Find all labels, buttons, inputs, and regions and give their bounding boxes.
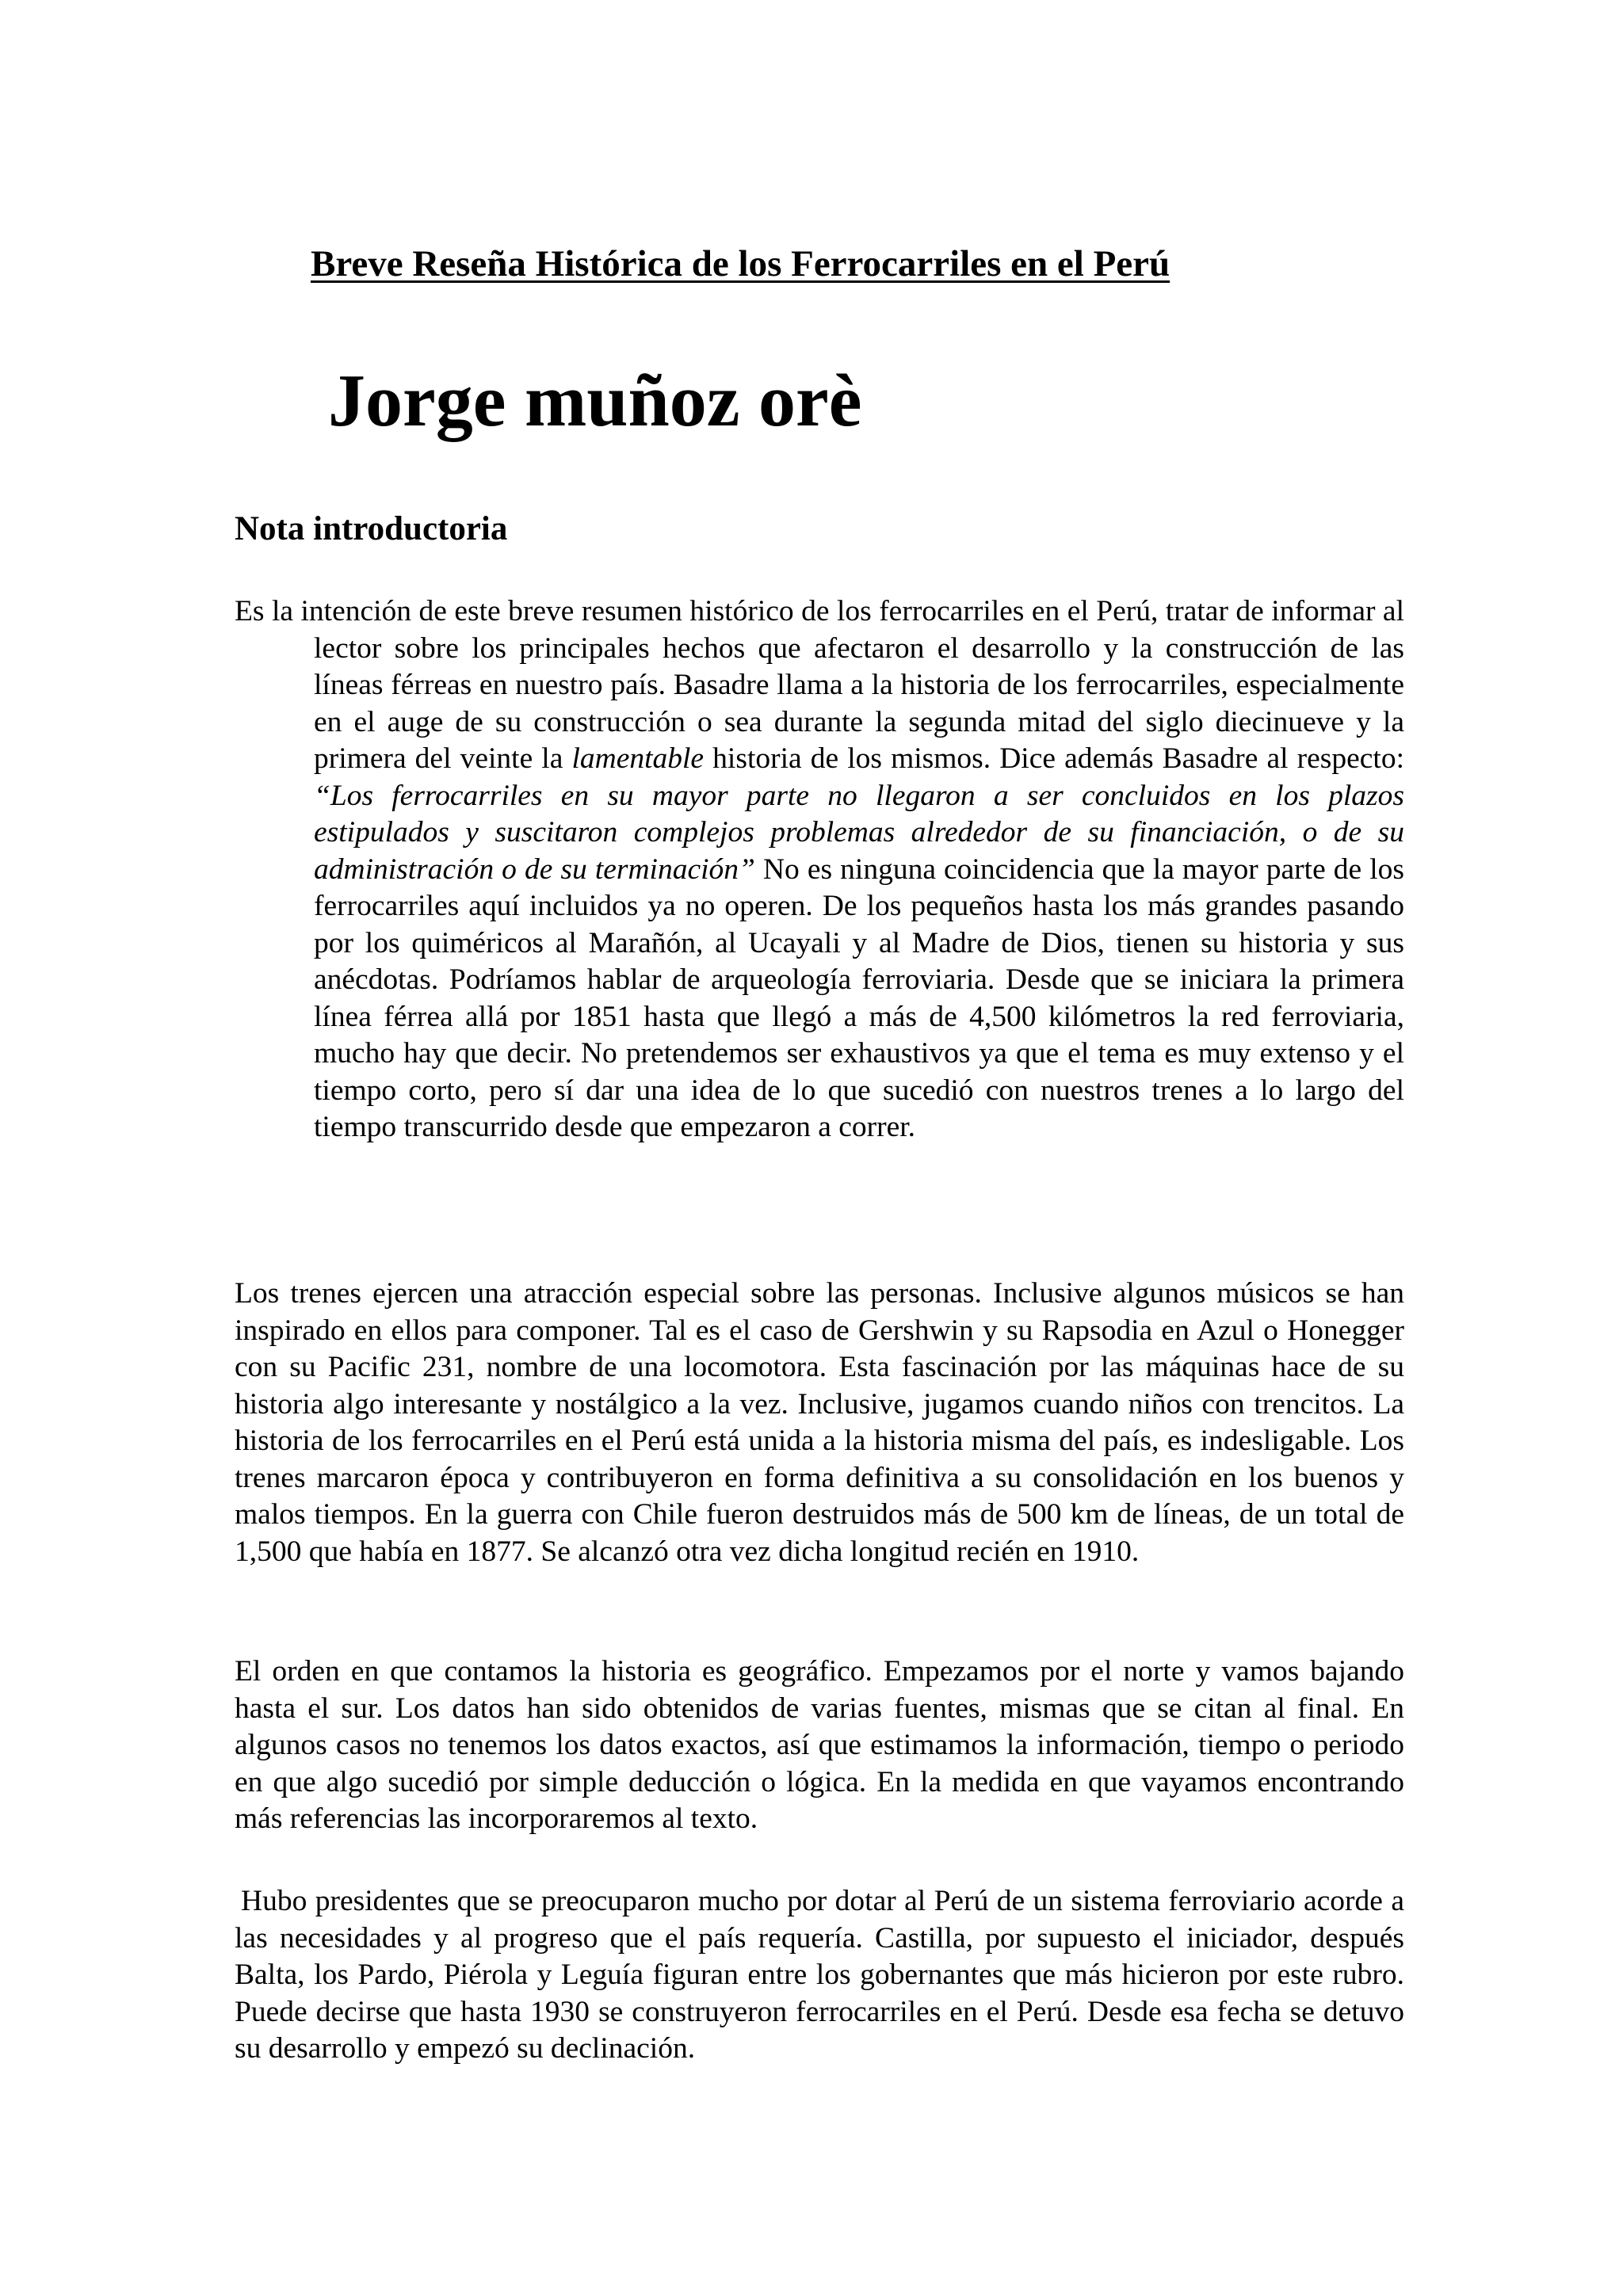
intro-paragraph-text-1: Es la intención de este breve resumen histórico de los ferrocarriles en el Perú, tratar de informar al lector sobre los principales hechos que afectaron el desarrollo y la construcción de las líneas férreas en nuestro país. Basadre llama a la historia de los ferrocarriles, especialmente en el auge de su construcción o sea durante la segunda mitad del siglo diecinueve y la primera del veinte la [235, 595, 1404, 775]
section-heading: Nota introductoria [235, 510, 508, 547]
presidents-paragraph [235, 1883, 1404, 2068]
trains-attraction-paragraph: Los trenes ejercen una atracción especial sobre las personas. Inclusive algunos músicos se han inspirado en ellos para componer. Tal es el caso de Gershwin y su Rapsodia en Azul o Honegger con su Pacific 231, nombre de una locomotora. Esta fascinación por las máquinas hace de su historia algo interesante y nostálgico a la vez. Inclusive, jugamos cuando niños con trencitos. La historia de los ferrocarriles en el Perú está unida a la historia misma del país, es indesligable. Los trenes marcaron época y contribuyeron en forma definitiva a su consolidación en los buenos y malos tiempos. En la guerra con Chile fueron destruidos más de 500 km de líneas, de un total de 1,500 que había en 1877. Se alcanzó otra vez dicha longitud recién en 1910. [235, 1277, 1404, 1568]
author-name: Jorge muñoz orè [328, 360, 862, 442]
presidents-paragraph-text: Hubo presidentes que se preocuparon mucho por dotar al Perú de un sistema ferroviario acorde a las necesidades y al progreso que el país requería. Castilla, por supuesto el iniciador, después Balta, los Pardo, Piérola y Leguía figuran entre los gobernantes que más hicieron por este rubro. Puede decirse que hasta 1930 se construyeron ferrocarriles en el Perú. Desde esa fecha se detuvo su desarrollo y empezó su declinación. [235, 1885, 1404, 2065]
intro-paragraph-text-2: historia de los mismos. Dice además Basadre al respecto: [704, 742, 1404, 775]
intro-paragraph [235, 593, 1404, 1146]
document-title: Breve Reseña Histórica de los Ferrocarriles en el Perú [311, 243, 1170, 284]
intro-paragraph-emphasis: lamentable [571, 742, 705, 775]
geographic-order-paragraph: El orden en que contamos la historia es geográfico. Empezamos por el norte y vamos bajando hasta el sur. Los datos han sido obtenidos de varias fuentes, mismas que se citan al final. En algunos casos no tenemos los datos exactos, así que estimamos la información, tiempo o periodo en que algo sucedió por simple deducción o lógica. En la medida en que vayamos encontrando más referencias las incorporaremos al texto. [235, 1655, 1404, 1835]
basadre-quote: “Los ferrocarriles en su mayor parte no llegaron a ser concluidos en los plazos estipulados y suscitaron complejos problemas alrededor de su financiación, o de su administración o de su terminación” [314, 779, 1404, 886]
intro-paragraph-text-3: No es ninguna coincidencia que la mayor parte de los ferrocarriles aquí incluidos ya no operen. De los pequeños hasta los más grandes pasando por los quiméricos al Marañón, al Ucayali y al Madre de Dios, tienen su historia y sus anécdotas. Podríamos hablar de arqueología ferroviaria. Desde que se iniciara la primera línea férrea allá por 1851 hasta que llegó a más de 4,500 kilómetros la red ferroviaria, mucho hay que decir. No pretendemos ser exhaustivos ya que el tema es muy extenso y el tiempo corto, pero sí dar una idea de lo que sucedió con nuestros trenes a lo largo del tiempo transcurrido desde que empezaron a correr. [314, 852, 1404, 1143]
